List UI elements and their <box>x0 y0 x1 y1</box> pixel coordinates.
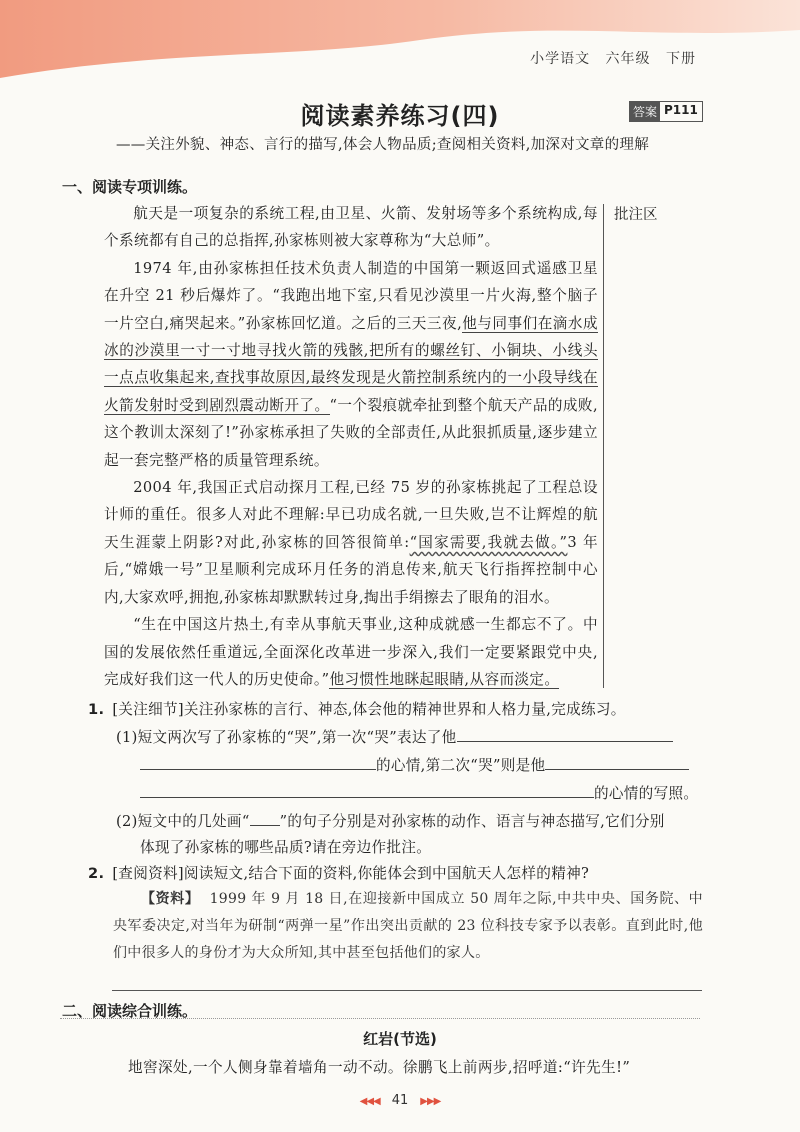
section-heading-1: 一、阅读专项训练。 <box>62 178 198 196</box>
underlined-expression-sentence: 他习惯性地眯起眼睛,从容而淡定。 <box>329 670 560 688</box>
paragraph-text: 2004 年,我国正式启动探月工程,已经 75 岁的孙家栋挑起了工程总设计师的重任。很多人对此不理解:早已功成名就,一旦失败,岂不让辉煌的航天生涯蒙上阴影?对此,孙家栋的回答很简单: <box>104 479 598 551</box>
question-number: 2. <box>88 865 105 882</box>
page-subtitle: ——关注外貌、神态、言行的描写,体会人物品质;查阅相关资料,加深对文章的理解 <box>116 137 649 153</box>
answer-blank[interactable] <box>457 727 673 742</box>
left-arrows-icon: ◀◀◀ <box>359 1096 380 1107</box>
passage-paragraph-4 <box>104 611 598 693</box>
excerpt-line-1: 地窖深处,一个人侧身靠着墙角一动不动。徐鹏飞上前两步,招呼道:“许先生!” <box>128 1059 631 1076</box>
material-text: 1999 年 9 月 18 日,在迎接新中国成立 50 周年之际,中共中央、国务院、中央军委决定,对当年为研制“两弹一星”作出突出贡献的 23 位科技专家予以表彰。直到此时,他们中很多人的身份才为大众所知,其中甚至包括他们的家人。 <box>113 891 703 961</box>
answer-line[interactable] <box>112 990 702 991</box>
note-area-divider <box>603 204 604 688</box>
question-1-1-line-a <box>116 726 673 747</box>
question-1-2-line-b <box>140 836 431 857</box>
question-1-stem <box>88 698 626 719</box>
answer-blank[interactable] <box>140 755 376 770</box>
passage-paragraph-1 <box>104 200 598 255</box>
page-title: 阅读素养练习(四) <box>300 102 500 130</box>
subject-label: 小学语文 <box>530 51 591 67</box>
excerpt-title: 红岩(节选) <box>363 1030 437 1048</box>
grade-label: 六年级 <box>605 51 651 67</box>
reading-passage <box>104 200 598 693</box>
underlined-speech-sentence: “国家需要,我就去做。” <box>409 533 568 551</box>
question-1-1-line-b <box>140 754 689 775</box>
answer-reference-tag[interactable] <box>629 101 703 122</box>
volume-label: 下册 <box>666 51 696 67</box>
passage-paragraph-3 <box>104 474 598 611</box>
reference-material <box>113 886 703 967</box>
question-text: ”的句子分别是对孙家栋的动作、语言与神态描写,它们分别 <box>279 813 665 830</box>
question-1-2-line-a <box>116 810 665 831</box>
question-number: 1. <box>88 701 105 718</box>
question-text: (1)短文两次写了孙家栋的“哭”,第一次“哭”表达了他 <box>116 729 457 746</box>
question-2-stem <box>88 862 589 883</box>
right-arrows-icon: ▶▶▶ <box>420 1096 441 1107</box>
note-area-label: 批注区 <box>614 207 658 223</box>
paragraph-text: 1974 年,由孙家栋担任技术负责人制造的中国第一颗返回式遥感卫星在升空 21 秒后爆炸了。“我跑出地下室,只看见沙漠里一片火海,整个脑子一片空白,痛哭起来。”孙家栋回忆道。之后的三天三夜, <box>104 259 598 332</box>
passage-paragraph-2 <box>104 255 598 474</box>
page-footer <box>0 1093 800 1108</box>
question-text: 的心情的写照。 <box>594 785 699 802</box>
question-text: 的心情,第二次“哭”则是他 <box>376 757 546 774</box>
running-head <box>530 48 696 68</box>
page-number: 41 <box>391 1093 409 1108</box>
section-heading-2: 二、阅读综合训练。 <box>62 1002 198 1020</box>
underline-sample <box>250 811 280 826</box>
paragraph-text: “生在中国这片热土,有幸从事航天事业,这种成就感一生都忘不了。中国的发展依然任重道远,全面深化改革进一步深入,我们一定要紧跟党中央,完成好我们这一代人的历史使命。” <box>104 616 598 688</box>
question-text: [查阅资料]阅读短文,结合下面的资料,你能体会到中国航天人怎样的精神? <box>112 865 590 882</box>
underlined-action-sentence: 他与同事们在滴水成冰的沙漠里一寸一寸地寻找火箭的残骸,把所有的螺丝钉、小铜块、小线头一点点收集起来,查找事故原因,最终发现是火箭控制系统内的一小段导线在火箭发射时受到剧烈震动断开了。 <box>104 314 598 414</box>
question-text: (2)短文中的几处画“ <box>116 813 250 830</box>
answer-tag-page: P111 <box>664 103 698 117</box>
material-label: 【资料】 <box>141 891 200 907</box>
paragraph-text: “一个裂痕就牵扯到整个航天产品的成败,这个教训太深刻了!”孙家栋承担了失败的全部责任,从此狠抓质量,逐步建立起一套完整严格的质量管理系统。 <box>104 396 598 469</box>
header-wave-band <box>0 0 800 90</box>
question-text: 体现了孙家栋的哪些品质?请在旁边作批注。 <box>140 839 432 856</box>
answer-tag-label: 答案 <box>630 102 660 121</box>
answer-blank[interactable] <box>140 783 594 798</box>
question-1-1-line-c <box>140 782 698 803</box>
paragraph-text: 航天是一项复杂的系统工程,由卫星、火箭、发射场等多个系统构成,每个系统都有自己的总指挥,孙家栋则被大家尊称为“大总师”。 <box>104 205 598 250</box>
paragraph-text: 3 年后,“嫦娥一号”卫星顺利完成环月任务的消息传来,航天飞行指挥控制中心内,大家欢呼,拥抱,孙家栋却默默转过身,掏出手绢擦去了眼角的泪水。 <box>104 533 598 606</box>
question-text: [关注细节]关注孙家栋的言行、神态,体会他的精神世界和人格力量,完成练习。 <box>112 701 626 718</box>
answer-blank[interactable] <box>545 755 689 770</box>
